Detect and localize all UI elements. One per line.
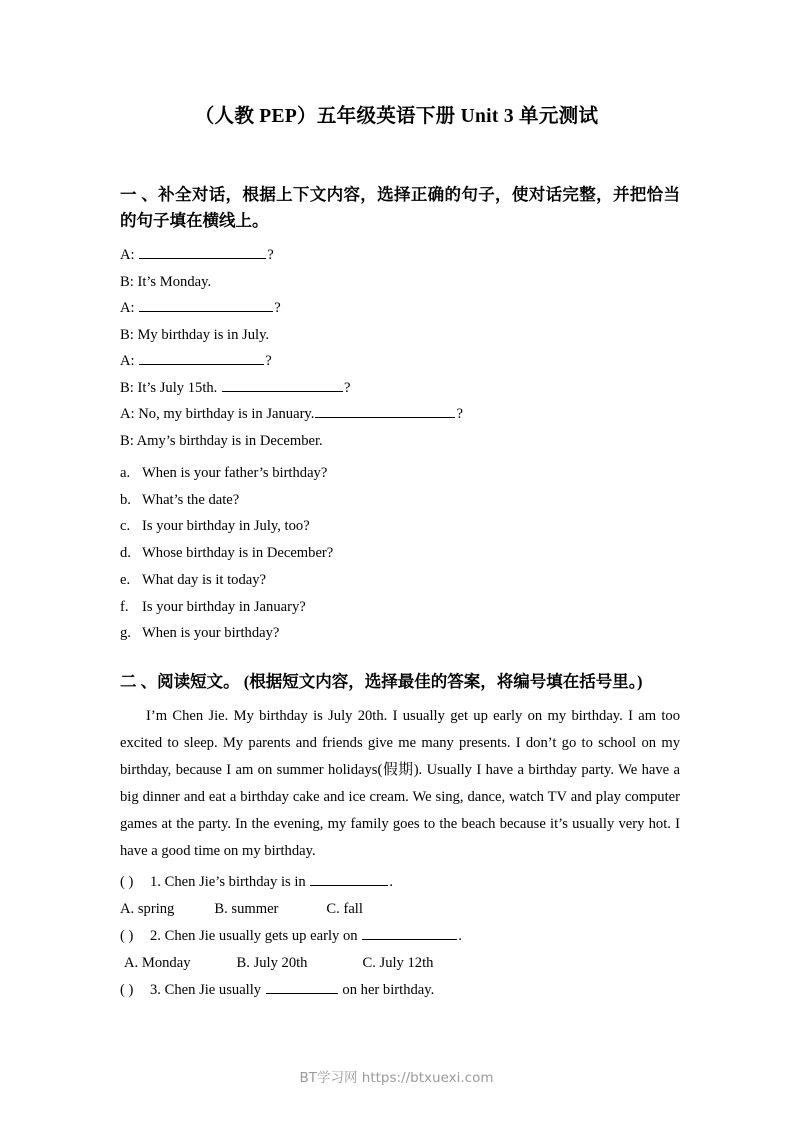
speaker-label: A: xyxy=(120,247,135,263)
option-list xyxy=(120,460,680,647)
question-stem: Chen Jie usually xyxy=(164,981,262,998)
option-item-c[interactable] xyxy=(120,513,680,540)
dialogue-line-5 xyxy=(120,348,680,375)
answer-blank[interactable] xyxy=(139,245,266,259)
option-text: When is your father’s birthday? xyxy=(142,465,328,481)
line-suffix: ? xyxy=(274,300,281,316)
question-1 xyxy=(120,869,680,896)
dialogue-line-2 xyxy=(120,269,680,296)
option-item-f[interactable] xyxy=(120,594,680,621)
question-block xyxy=(120,869,680,1004)
question-number: 1. xyxy=(150,873,161,890)
section-one-heading: 一 、补全对话，根据上下文内容，选择正确的句子，使对话完整，并把恰当的句子填在横线上。 xyxy=(120,185,680,230)
question-stem: Chen Jie usually gets up early on xyxy=(164,927,358,944)
choice-text[interactable]: summer xyxy=(231,900,279,917)
choice-text[interactable]: July 20th xyxy=(253,954,308,971)
choice-text[interactable]: July 12th xyxy=(379,954,434,971)
dialogue-line-8 xyxy=(120,428,680,455)
speaker-label: A: xyxy=(120,300,135,316)
question-stem-end: . xyxy=(389,873,393,890)
document-body xyxy=(120,182,680,1004)
choice-label: C. xyxy=(326,900,340,917)
question-3 xyxy=(120,977,680,1004)
dialogue-line-4 xyxy=(120,322,680,349)
option-text: When is your birthday? xyxy=(142,625,280,642)
choice-label: C. xyxy=(362,954,376,971)
choice-label: A. xyxy=(120,900,135,917)
option-letter: d. xyxy=(120,545,131,562)
question-number: 2. xyxy=(150,927,161,944)
option-text: What day is it today? xyxy=(142,571,267,588)
answer-parenthesis[interactable]: ( ) xyxy=(120,981,134,998)
answer-blank[interactable] xyxy=(139,298,273,312)
option-item-b[interactable] xyxy=(120,487,680,514)
question-2 xyxy=(120,923,680,950)
answer-parenthesis[interactable]: ( ) xyxy=(120,927,134,944)
option-letter: g. xyxy=(120,625,131,642)
line-suffix: ? xyxy=(456,406,463,422)
question-number: 3. xyxy=(150,981,161,998)
line-suffix: ? xyxy=(343,379,351,396)
answer-blank[interactable] xyxy=(310,872,388,886)
option-letter: a. xyxy=(120,465,131,481)
dialogue-line-7 xyxy=(120,401,680,428)
question-1-choices xyxy=(120,896,680,923)
speaker-label: A: xyxy=(120,353,135,369)
option-item-d[interactable] xyxy=(120,540,680,567)
option-text: Whose birthday is in December? xyxy=(142,545,334,562)
choice-text[interactable]: spring xyxy=(137,900,175,917)
line-text: No, my birthday is in January. xyxy=(138,406,315,422)
line-text: It’s Monday. xyxy=(137,273,212,290)
choice-label: B. xyxy=(214,900,228,917)
question-stem-end: on her birthday. xyxy=(342,981,435,998)
line-text: My birthday is in July. xyxy=(137,326,270,343)
speaker-label: A: xyxy=(120,406,135,422)
choice-label: A. xyxy=(124,954,139,971)
choice-text[interactable]: Monday xyxy=(141,954,191,971)
answer-blank[interactable] xyxy=(266,980,338,994)
speaker-label: B: xyxy=(120,326,134,343)
answer-blank[interactable] xyxy=(362,926,457,940)
option-letter: c. xyxy=(120,518,131,535)
line-suffix: ? xyxy=(265,353,272,369)
dialogue-line-1 xyxy=(120,242,680,269)
line-text: Amy’s birthday is in December. xyxy=(136,432,323,449)
line-suffix: ? xyxy=(267,247,274,263)
option-item-a[interactable] xyxy=(120,460,680,487)
option-letter: f. xyxy=(120,598,129,615)
answer-blank[interactable] xyxy=(222,378,343,392)
question-stem: Chen Jie’s birthday is in xyxy=(164,873,306,890)
choice-label: B. xyxy=(236,954,250,971)
choice-text[interactable]: fall xyxy=(343,900,363,917)
reading-passage: I’m Chen Jie. My birthday is July 20th. I usually get up early on my birthday. I am too excited to sleep. My parents and friends give me many presents. I don’t go to school on my birthday, because I am on summer holidays(假期). Usually I have a birthday party. We have a big dinner and eat a birthday cake and ice cream. We sing, dance, watch TV and play computer games at the party. In the evening, my family goes to the beach because it’s usually very hot. I have a good time on my birthday. xyxy=(120,707,680,859)
option-text: Is your birthday in July, too? xyxy=(142,518,310,535)
option-text: Is your birthday in January? xyxy=(142,598,306,615)
answer-blank[interactable] xyxy=(315,404,455,418)
speaker-label: B: xyxy=(120,432,134,449)
question-2-choices xyxy=(120,950,680,977)
dialogue-block xyxy=(120,242,680,454)
section-two-heading: 二 、阅读短文。 (根据短文内容，选择最佳的答案，将编号填在括号里。) xyxy=(120,671,643,691)
option-item-e[interactable] xyxy=(120,567,680,594)
option-item-g[interactable] xyxy=(120,620,680,647)
page-title: （人教 PEP）五年级英语下册 Unit 3 单元测试 xyxy=(194,106,599,127)
speaker-label: B: xyxy=(120,273,134,290)
question-stem-end: . xyxy=(458,927,462,944)
option-letter: e. xyxy=(120,571,131,588)
dialogue-line-6 xyxy=(120,375,680,402)
line-text: It’s July 15th. xyxy=(137,379,218,396)
dialogue-line-3 xyxy=(120,295,680,322)
answer-blank[interactable] xyxy=(139,351,264,365)
option-text: What’s the date? xyxy=(142,491,240,508)
answer-parenthesis[interactable]: ( ) xyxy=(120,873,134,890)
speaker-label: B: xyxy=(120,379,134,396)
option-letter: b. xyxy=(120,491,131,508)
site-watermark: BT学习网 https://btxuexi.com xyxy=(299,1070,494,1086)
